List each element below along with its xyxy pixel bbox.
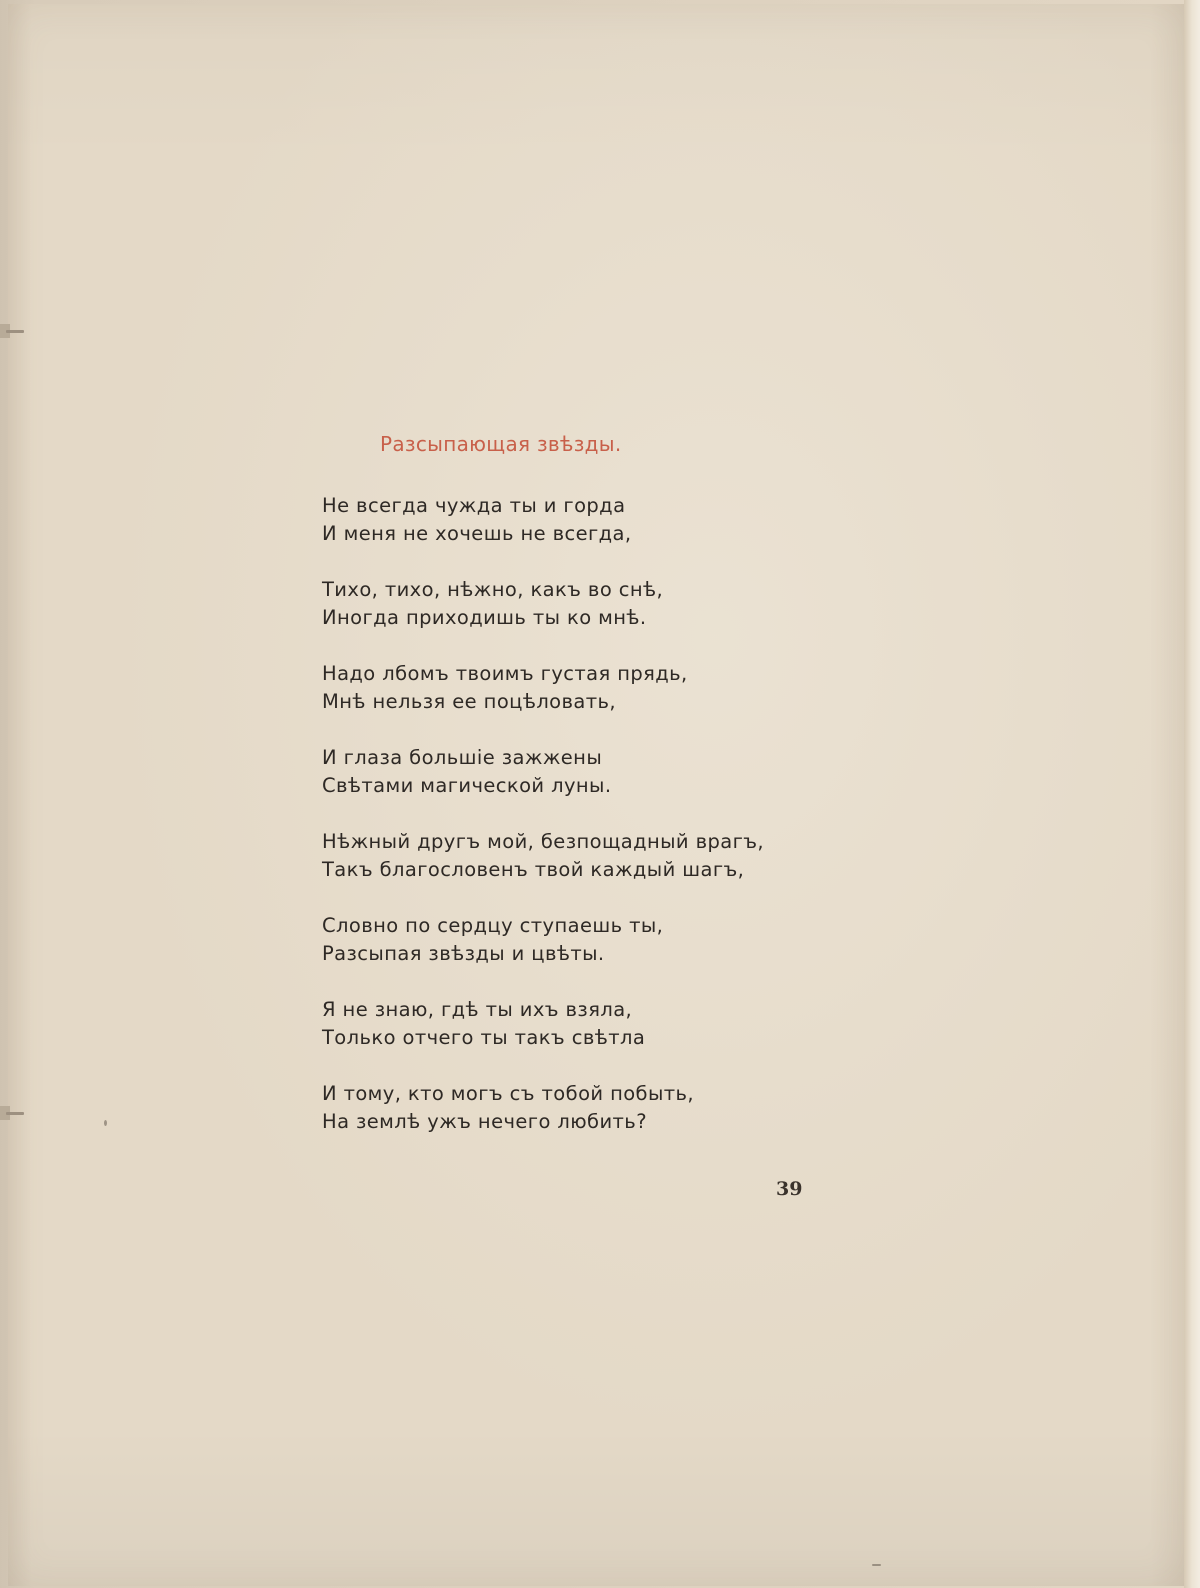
poem-line: И меня не хочешь не всегда, (322, 522, 632, 545)
poem-title: Разсыпающая звѣзды. (380, 432, 622, 456)
poem-line: Тихо, тихо, нѣжно, какъ во снѣ, (322, 578, 664, 601)
binding-thread (6, 330, 24, 333)
binding-thread (6, 1112, 24, 1115)
poem-line: Мнѣ нельзя ее поцѣловать, (322, 690, 617, 713)
poem-line: На землѣ ужъ нечего любить? (322, 1110, 647, 1133)
poem-line: Свѣтами магической луны. (322, 774, 612, 797)
stanza (322, 912, 842, 996)
poem-line: И тому, кто могъ съ тобой побыть, (322, 1082, 695, 1105)
poem-line: Я не знаю, гдѣ ты ихъ взяла, (322, 998, 633, 1021)
poem-line: Нѣжный другъ мой, безпощадный врагъ, (322, 830, 765, 853)
stanza (322, 576, 842, 660)
stanza (322, 996, 842, 1080)
page-edge (1184, 0, 1200, 1588)
stanza (322, 744, 842, 828)
stanza (322, 660, 842, 744)
stanza (322, 1080, 842, 1136)
poem-body (322, 492, 842, 1136)
stanza (322, 492, 842, 576)
poem-line: Иногда приходишь ты ко мнѣ. (322, 606, 647, 629)
poem-line: И глаза большіе зажжены (322, 746, 603, 769)
poem-line: Такъ благословенъ твой каждый шагъ, (322, 858, 745, 881)
stanza (322, 828, 842, 912)
paper-speck (104, 1120, 107, 1126)
page-number: 39 (776, 1178, 803, 1200)
poem-line: Словно по сердцу ступаешь ты, (322, 914, 664, 937)
paper-speck (872, 1564, 881, 1566)
poem-line: Только отчего ты такъ свѣтла (322, 1026, 646, 1049)
poem-line: Надо лбомъ твоимъ густая прядь, (322, 662, 688, 685)
poem-line: Разсыпая звѣзды и цвѣты. (322, 942, 605, 965)
poem-line: Не всегда чужда ты и горда (322, 494, 626, 517)
